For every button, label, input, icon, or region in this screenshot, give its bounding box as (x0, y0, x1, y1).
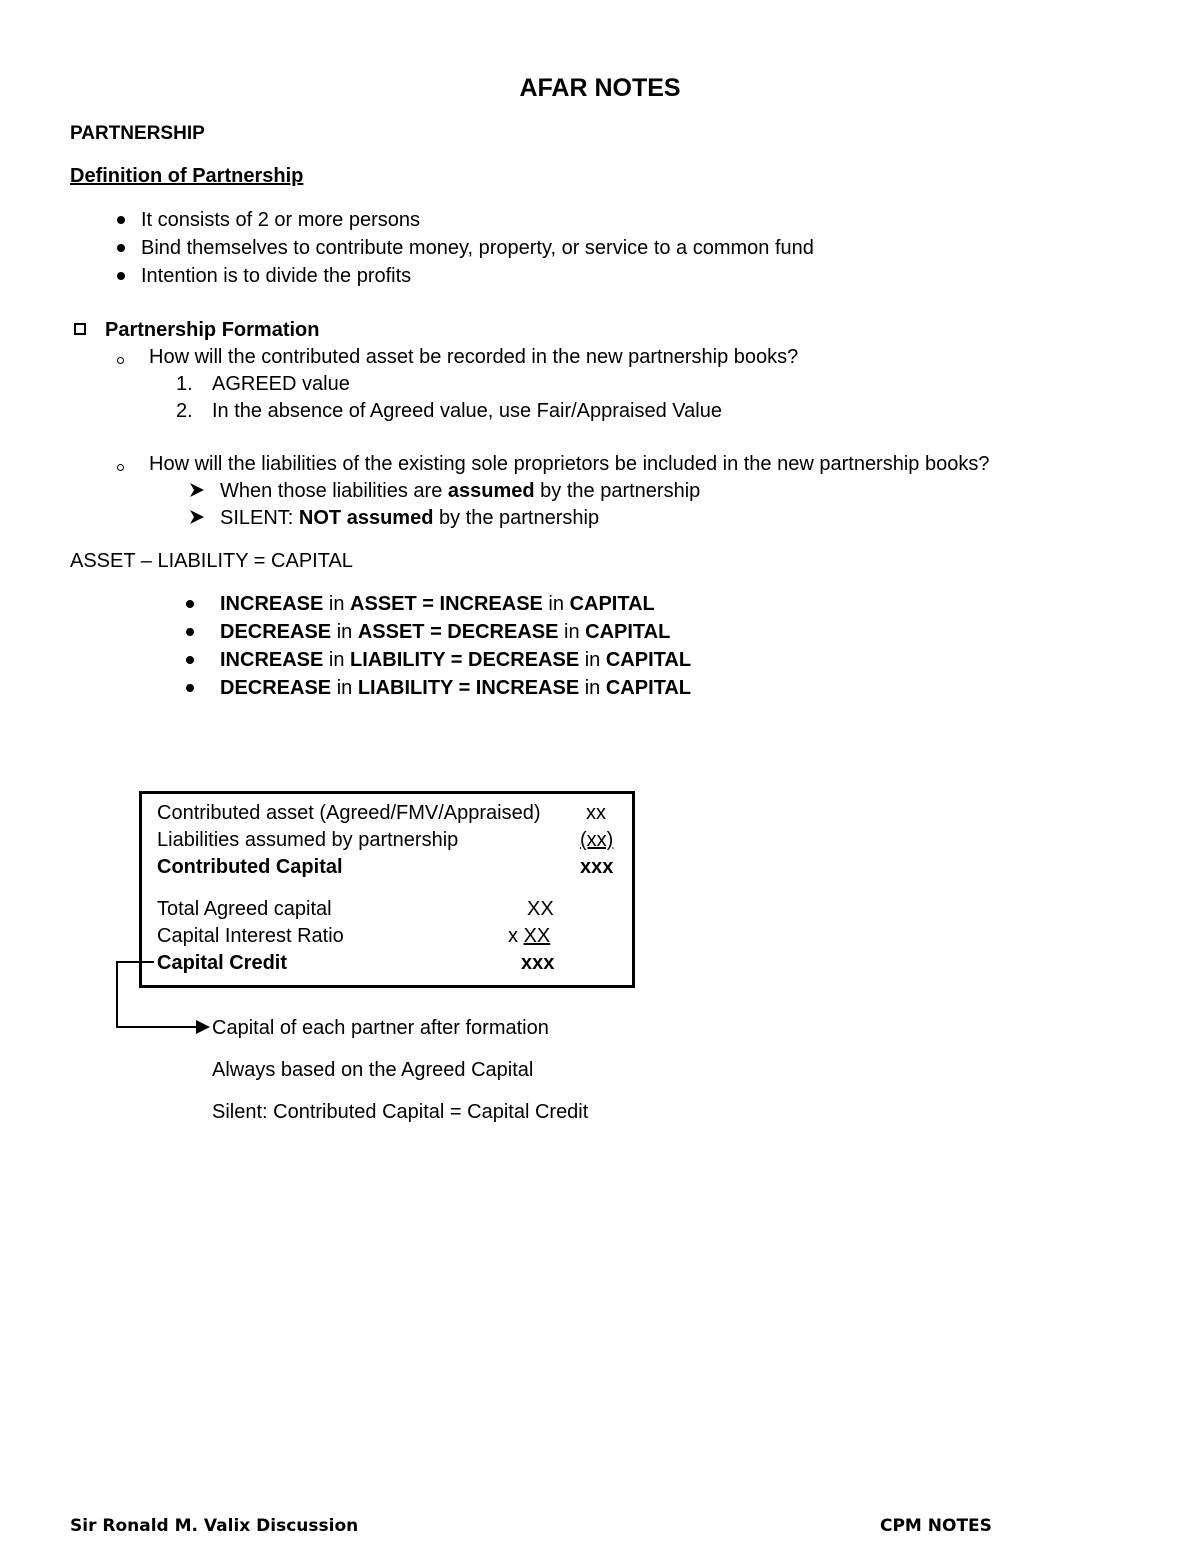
definition-heading: Definition of Partnership (70, 165, 304, 187)
bullet-icon (117, 272, 125, 280)
box-label: Contributed Capital (157, 856, 343, 878)
list-number: 1. (176, 373, 193, 395)
section-heading: PARTNERSHIP (70, 123, 205, 144)
page-title: AFAR NOTES (519, 74, 681, 102)
footer-left: Sir Ronald M. Valix Discussion (70, 1516, 359, 1536)
bullet-icon (117, 216, 125, 224)
box-label: Capital Interest Ratio (157, 925, 344, 947)
formation-answer-4: SILENT: NOT assumed by the partnership (220, 507, 600, 529)
box-label: Total Agreed capital (157, 898, 332, 920)
bullet-icon (186, 600, 194, 608)
formation-answer-2: In the absence of Agreed value, use Fair/Appraised Value (212, 400, 722, 422)
bullet-icon (186, 684, 194, 692)
formation-question-1: How will the contributed asset be recorded in the new partnership books? (149, 346, 799, 368)
connector-line (116, 961, 154, 963)
box-value: xx (586, 802, 606, 824)
footer-right: CPM NOTES (880, 1516, 992, 1536)
note-line: Capital of each partner after formation (212, 1017, 549, 1039)
box-value: x XX (508, 925, 551, 947)
arrow-bullet-icon (189, 482, 205, 498)
rule-item: INCREASE in ASSET = INCREASE in CAPITAL (220, 593, 655, 615)
definition-item: Intention is to divide the profits (141, 265, 412, 287)
circle-bullet-icon (117, 357, 124, 364)
connector-line (116, 961, 118, 1028)
bullet-icon (186, 656, 194, 664)
circle-bullet-icon (117, 464, 124, 471)
box-label: Liabilities assumed by partnership (157, 829, 459, 851)
box-value: XX (527, 898, 554, 920)
rule-item: DECREASE in ASSET = DECREASE in CAPITAL (220, 621, 671, 643)
arrow-right-icon (196, 1020, 210, 1034)
formation-answer-1: AGREED value (212, 373, 350, 395)
box-value: xxx (521, 952, 555, 974)
formation-answer-3: When those liabilities are assumed by the partnership (220, 480, 701, 502)
box-label: Contributed asset (Agreed/FMV/Appraised) (157, 802, 541, 824)
accounting-equation: ASSET – LIABILITY = CAPITAL (70, 550, 353, 572)
formation-heading: Partnership Formation (105, 319, 320, 341)
list-number: 2. (176, 400, 193, 422)
rule-item: INCREASE in LIABILITY = DECREASE in CAPITAL (220, 649, 692, 671)
formation-question-2: How will the liabilities of the existing sole proprietors be included in the new partnership books? (149, 453, 990, 475)
note-line: Always based on the Agreed Capital (212, 1059, 534, 1081)
arrow-bullet-icon (189, 509, 205, 525)
box-value: xxx (580, 856, 614, 878)
bullet-icon (186, 628, 194, 636)
rule-item: DECREASE in LIABILITY = INCREASE in CAPITAL (220, 677, 692, 699)
checkbox-icon (74, 323, 86, 335)
box-value: (xx) (580, 829, 614, 851)
bullet-icon (117, 244, 125, 252)
definition-item: It consists of 2 or more persons (141, 209, 421, 231)
note-line: Silent: Contributed Capital = Capital Credit (212, 1101, 589, 1123)
box-label: Capital Credit (157, 952, 288, 974)
definition-item: Bind themselves to contribute money, property, or service to a common fund (141, 237, 814, 259)
connector-line (116, 1026, 198, 1028)
